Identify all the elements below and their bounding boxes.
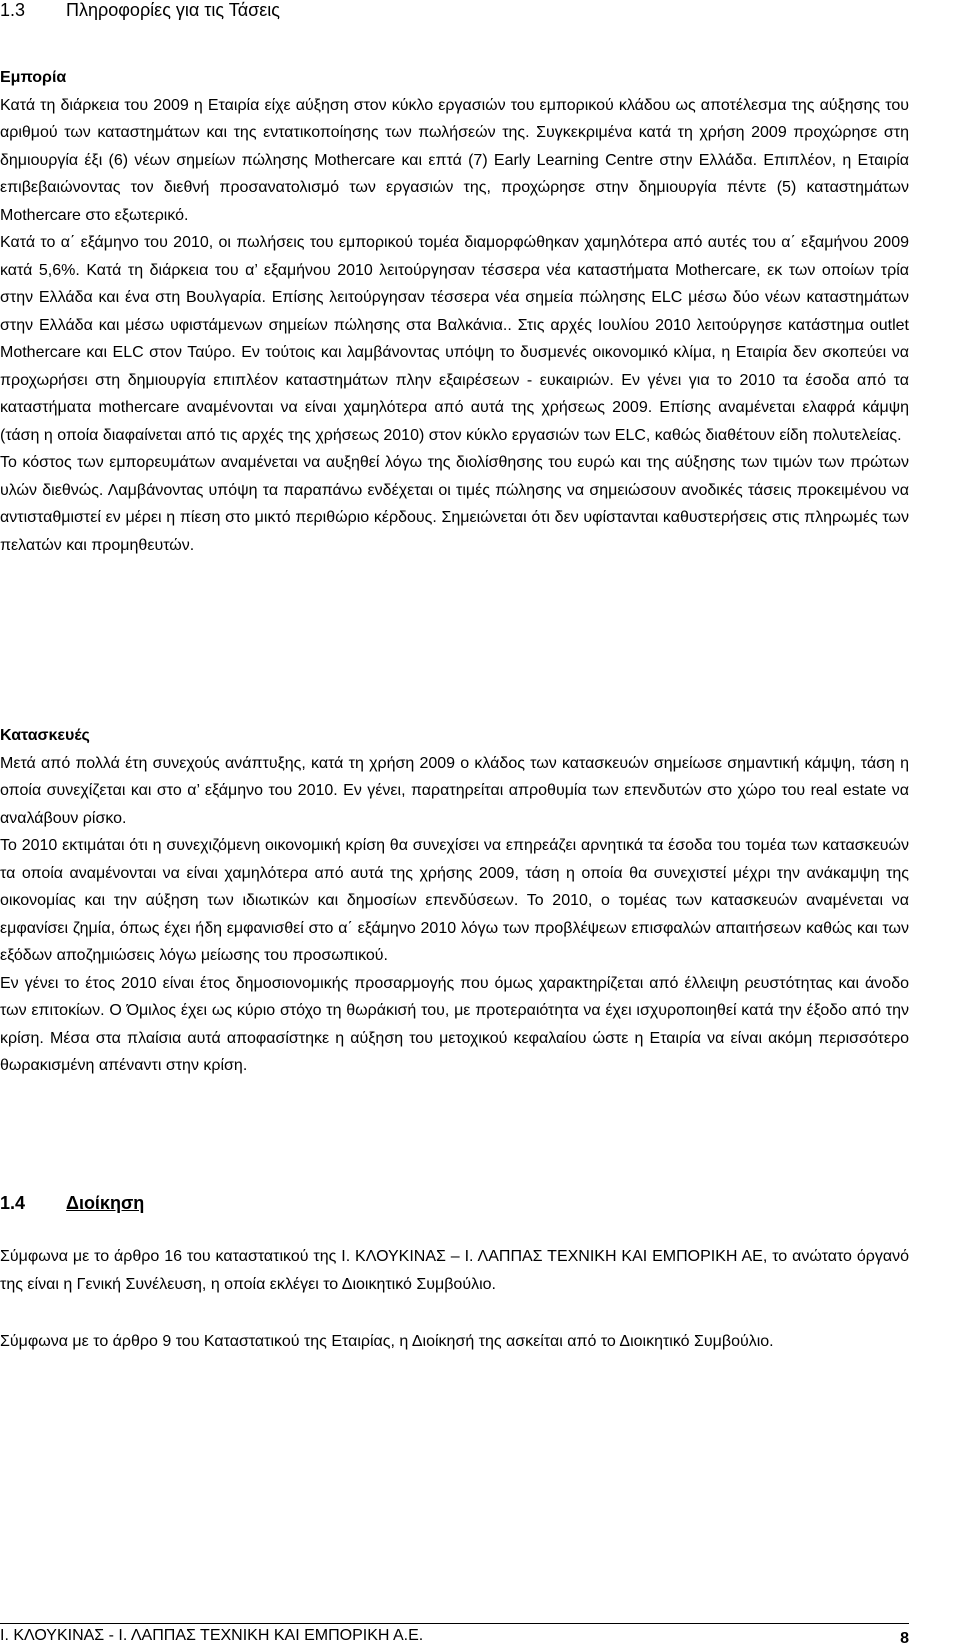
page-number: 8 [900, 1630, 909, 1647]
paragraph: Σύμφωνα με το άρθρο 16 του καταστατικού της Ι. ΚΛΟΥΚΙΝΑΣ – Ι. ΛΑΠΠΑΣ ΤΕΧΝΙΚΗ ΚΑΙ ΕΜΠΟΡΙΚΗ ΑΕ, το ανώτατο όργανό της είναι η Γενική Συνέλευση, η οποία εκλέγει το Διοικητικό Συμβούλιο. [0, 1248, 909, 1293]
paragraph: Μετά από πολλά έτη συνεχούς ανάπτυξης, κατά τη χρήση 2009 ο κλάδος των κατασκευών σημείωσε σημαντική κάμψη, τάση η οποία συνεχίζεται και στο α’ εξάμηνο του 2010. Εν γένει, παρατηρείται απροθυμία των επενδυτών στο χώρο του real estate να αναλάβουν ρίσκο. [0, 754, 909, 827]
diikisi-paragraph-2 [0, 1328, 909, 1356]
paragraph: Κατά τη διάρκεια του 2009 η Εταιρία είχε αύξηση στον κύκλο εργασιών του εμπορικού κλάδου ως αποτέλεσμα της αύξησης του αριθμού των καταστημάτων και της εντατικοποίησης των πωλήσεών της. Συγκεκριμένα κατά τη χρήση 2009 προχώρησε στη δημιουργία έξι (6) νέων σημείων πώλησης Mothercare και επτά (7) Early Learning Centre στην Ελλάδα. Επιπλέον, η Εταιρία επιβεβαιώνοντας τον διεθνή προσανατολισμό των εργασιών της, προχώρησε στην δημιουργία πέντε (5) καταστημάτων Mothercare στο εξωτερικό. [0, 96, 909, 224]
paragraph: Εν γένει το έτος 2010 είναι έτος δημοσιονομικής προσαρμογής που όμως χαρακτηρίζεται από έλλειψη ρευστότητας και άνοδο των επιτοκίων. Ο Όμιλος έχει ως κύριο στόχο τη θωράκισή του, με προτεραιότητα να έχει ισχυροποιηθεί κατά την έξοδο από την κρίση. Μέσα στα πλαίσια αυτά αποφασίστηκε η αύξηση του μετοχικού κεφαλαίου ώστε η Εταιρία να είναι ακόμη περισσότερο θωρακισμένη απέναντι στην κρίση. [0, 974, 909, 1074]
paragraph: Το 2010 εκτιμάται ότι η συνεχιζόμενη οικονομική κρίση θα συνεχίσει να επηρεάζει αρνητικά τα έσοδα του τομέα των κατασκευών τα οποία αναμένονται να είναι χαμηλότερα από αυτά της χρήσης 2009, τάση η οποία θα συνεχιστεί μέχρι την ανάκαμψη της οικονομίας και την αύξηση των ιδιωτικών και δημοσίων επενδύσεων. Το 2010, ο τομέας των κατασκευών αναμένεται να εμφανίσει ζημία, όπως έχει ήδη εμφανισθεί στο α΄ εξάμηνο 2010 λόγω των προβλέψεων επισφαλών απαιτήσεων καθώς και των εξόδων αποζημιώσεις λόγω μείωσης του προσωπικού. [0, 837, 909, 964]
section-heading-1-4 [0, 1193, 909, 1219]
subsection-heading: Κατασκευές [0, 727, 90, 744]
section-number: 1.4 [0, 1193, 26, 1213]
kataskeves-section [0, 722, 909, 1080]
section-number: 1.3 [0, 0, 26, 20]
footer-rule [0, 1623, 909, 1624]
section-title: Διοίκηση [66, 1193, 145, 1213]
subsection-heading: Εμπορία [0, 69, 67, 86]
footer-company: Ι. ΚΛΟΥΚΙΝΑΣ - Ι. ΛΑΠΠΑΣ ΤΕΧΝΙΚΗ ΚΑΙ ΕΜΠΟΡΙΚΗ Α.Ε. [0, 1627, 424, 1644]
paragraph: Κατά το α΄ εξάμηνο του 2010, οι πωλήσεις του εμπορικού τομέα διαμορφώθηκαν χαμηλότερα από αυτές του α΄ εξαμήνου 2009 κατά 5,6%. Κατά τη διάρκεια του α’ εξαμήνου 2010 λειτούργησαν τέσσερα νέα καταστήματα Mothercare, εκ των οποίων τρία στην Ελλάδα και ένα στη Βουλγαρία. Επίσης λειτούργησαν τέσσερα νέα σημεία πώλησης ELC μέσω δύο νέων καταστημάτων στην Ελλάδα και μέσω υφιστάμενων σημείων πώλησης στα Βαλκάνια.. Στις αρχές Ιουλίου 2010 λειτούργησε κατάστημα outlet Mothercare και ELC στον Ταύρο. Εν τούτοις και λαμβάνοντας υπόψη το δυσμενές οικονομικό κλίμα, η Εταιρία δεν σκοπεύει να προχωρήσει στη δημιουργία επιπλέον καταστημάτων πλην εξαιρέσεων - ευκαιριών. Εν γένει για το 2010 τα έσοδα από τα καταστήματα mothercare αναμένονται να είναι χαμηλότερα από αυτά της χρήσεως 2009. Επίσης αναμένεται ελαφρά κάμψη (τάση η οποία διαφαίνεται από τις αρχές της χρήσεως 2010) στον κύκλο εργασιών των ELC, καθώς διαθέτουν είδη πολυτελείας. [0, 234, 909, 444]
diikisi-paragraph-1 [0, 1243, 909, 1298]
section-heading-1-3 [0, 0, 909, 26]
section-title: Πληροφορίες για τις Τάσεις [66, 0, 280, 20]
paragraph: Το κόστος των εμπορευμάτων αναμένεται να αυξηθεί λόγω της διολίσθησης του ευρώ και της αύξησης των τιμών των πρώτων υλών διεθνώς. Λαμβάνοντας υπόψη τα παραπάνω ενδέχεται οι τιμές πώλησης να σημειώσουν ανοδικές τάσεις προκειμένου να αντισταθμιστεί εν μέρει η πίεση στο μικτό περιθώριο κέρδους. Σημειώνεται ότι δεν υφίστανται καθυστερήσεις στις πληρωμές των πελατών και προμηθευτών. [0, 454, 909, 554]
paragraph: Σύμφωνα με το άρθρο 9 του Καταστατικού της Εταιρίας, η Διοίκησή της ασκείται από το Διοικητικό Συμβούλιο. [0, 1333, 774, 1350]
emporia-section [0, 64, 909, 559]
